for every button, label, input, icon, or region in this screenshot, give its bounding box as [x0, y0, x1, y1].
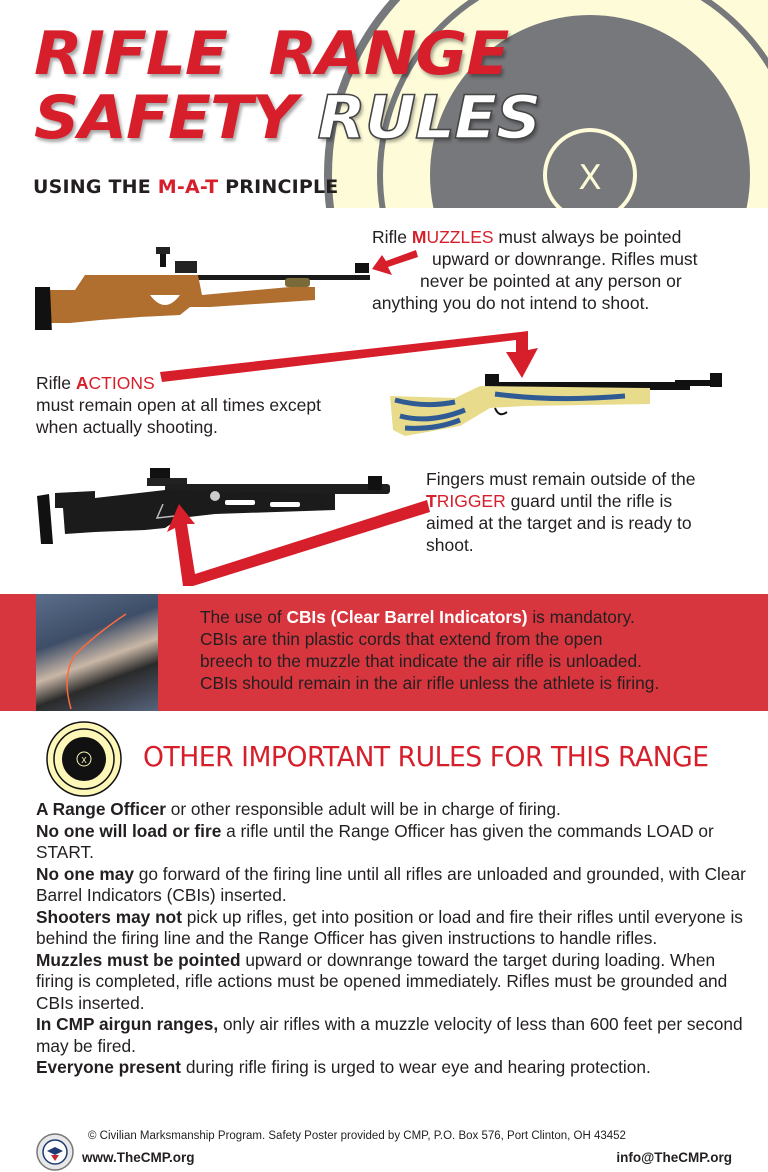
footer-copyright: © Civilian Marksmanship Program. Safety Poster provided by CMP, P.O. Box 576, Port Clinton, OH 43452 [88, 1130, 626, 1142]
actions-rule [36, 372, 321, 438]
title-line-1: RIFLE RANGE [34, 19, 509, 89]
cbi-line2: CBIs are thin plastic cords that extend from the open [200, 629, 603, 649]
trigger-key-letter: T [426, 491, 437, 511]
page-title [34, 19, 541, 153]
muzzles-line1: must always be pointed [493, 227, 682, 247]
rule-lead: No one may [36, 863, 134, 884]
small-target-icon [46, 721, 122, 797]
rule-body: pick up rifles, get into position or load and fire their rifles until everyone is behind the firing line and the Range Officer has given instructions to handle rifles. [36, 906, 743, 948]
title-rules: RULES [317, 83, 541, 153]
muzzles-line4: anything you do not intend to shoot. [372, 293, 650, 313]
list-item [36, 950, 756, 1015]
subtitle [33, 176, 338, 198]
trigger-line3: aimed at the target and is ready to [426, 513, 692, 533]
rule-lead: Everyone present [36, 1057, 182, 1077]
other-rules-title: OTHER IMPORTANT RULES FOR THIS RANGE [143, 740, 709, 773]
muzzles-rule [372, 226, 698, 314]
laminated-stock-rifle-image [385, 368, 725, 440]
actions-key-rest: CTIONS [88, 373, 155, 393]
other-rules-list [36, 799, 756, 1079]
rule-lead: In CMP airgun ranges, [36, 1014, 219, 1034]
cbi-line4: CBIs should remain in the air rifle unless the athlete is firing. [200, 673, 660, 693]
trigger-line4: shoot. [426, 535, 474, 555]
rule-body: go forward of the firing line until all rifles are unloaded and grounded, with Clear Barrel Indicators (CBIs) inserted. [36, 863, 746, 905]
muzzles-line2: upward or downrange. Rifles must [432, 249, 698, 269]
svg-text:X: X [81, 756, 87, 765]
title-line-2 [34, 83, 541, 153]
rule-lead: Muzzles must be pointed [36, 949, 241, 970]
cbi-photo-image [36, 594, 158, 711]
list-item [36, 864, 756, 907]
rule-body: upward or downrange toward the target during loading. When firing is completed, rifle actions must be opened immediately. Rifles must be grounded and CBIs inserted. [36, 949, 728, 1013]
cbi-highlight: CBIs (Clear Barrel Indicators) [286, 607, 528, 627]
cbi-cord-icon [36, 594, 158, 711]
cbi-line3: breech to the muzzle that indicate the air rifle is unloaded. [200, 651, 642, 671]
subtitle-prefix: USING THE [33, 176, 158, 198]
actions-key-letter: A [75, 373, 89, 393]
title-safety: SAFETY [34, 83, 318, 153]
muzzles-line3: never be pointed at any person or [420, 271, 682, 291]
actions-line3: when actually shooting. [36, 417, 218, 437]
list-item [36, 907, 756, 950]
list-item [36, 1057, 756, 1079]
rule-body: or other responsible adult will be in charge of firing. [165, 799, 561, 819]
rule-lead: A Range Officer [36, 799, 166, 819]
list-item [36, 1014, 756, 1057]
rule-body: during rifle firing is urged to wear eye and hearing protection. [181, 1057, 651, 1077]
actions-line2: must remain open at all times except [36, 395, 321, 415]
cbi-line1-prefix: The use of [200, 607, 287, 627]
rule-lead: Shooters may not [36, 906, 182, 927]
trigger-key-rest: RIGGER [436, 491, 506, 511]
trigger-rule [426, 468, 695, 556]
footer-email-link[interactable]: info@TheCMP.org [616, 1150, 732, 1165]
footer-website-link[interactable]: www.TheCMP.org [82, 1150, 195, 1165]
list-item [36, 799, 756, 821]
rule-body: only air rifles with a muzzle velocity of less than 600 feet per second may be fired. [36, 1014, 743, 1056]
wood-stock-rifle-image [30, 235, 375, 330]
actions-prefix: Rifle [36, 373, 76, 393]
trigger-line1: Fingers must remain outside of the [426, 469, 696, 489]
list-item [36, 821, 756, 864]
svg-text:X: X [578, 158, 602, 198]
muzzles-key-rest: UZZLES [426, 227, 494, 247]
muzzles-prefix: Rifle [372, 227, 412, 247]
subtitle-mat: M-A-T [157, 176, 219, 198]
rule-body: a rifle until the Range Officer has given the commands LOAD or START. [36, 820, 714, 862]
muzzles-key-letter: M [411, 227, 427, 247]
cbi-line1-suffix: is mandatory. [527, 607, 635, 627]
cbi-notice-text [200, 606, 659, 694]
trigger-line2: guard until the rifle is [505, 491, 673, 511]
rule-lead: No one will load or fire [36, 820, 222, 841]
trigger-arrow-icon [165, 490, 430, 590]
cmp-seal-logo [36, 1133, 74, 1171]
subtitle-suffix: PRINCIPLE [218, 176, 339, 198]
